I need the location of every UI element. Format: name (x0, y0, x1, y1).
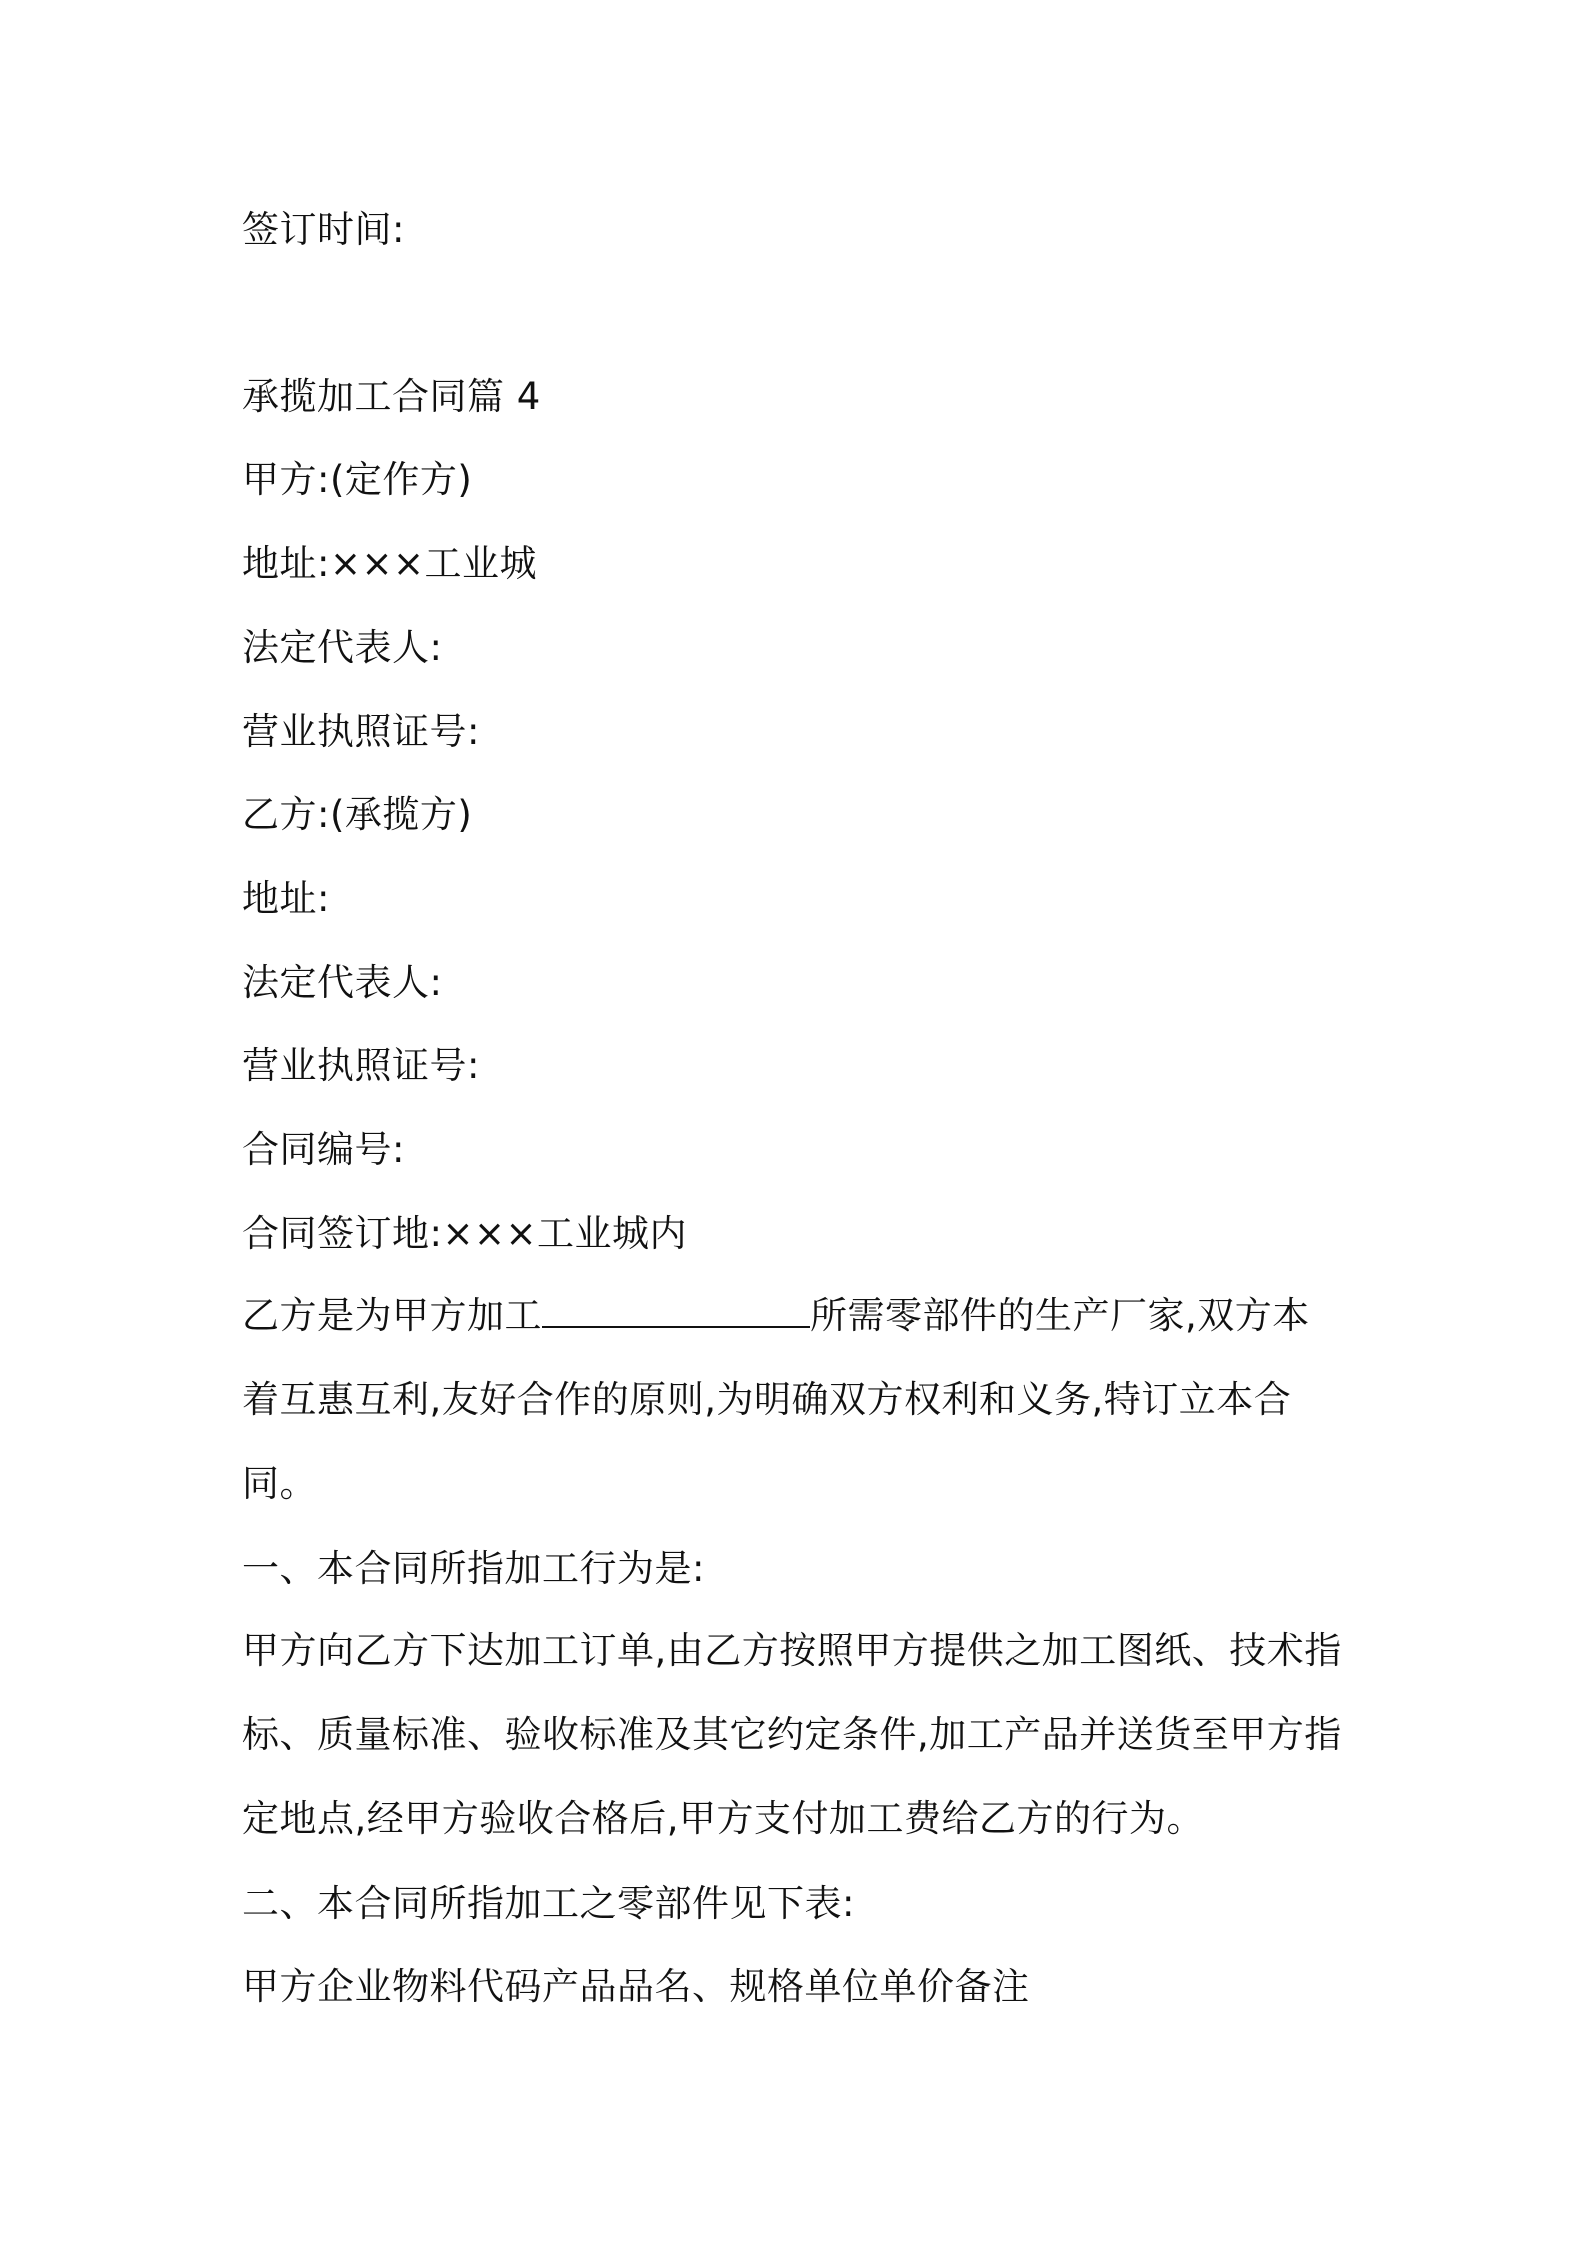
intro-line-3: 同。 (242, 1462, 317, 1505)
signing-time-label: 签订时间: (242, 208, 405, 251)
party-a-label: 甲方:(定作方) (242, 458, 473, 501)
party-a-legal-rep: 法定代表人: (242, 626, 443, 669)
section-1-line-2: 标、质量标准、验收标准及其它约定条件,加工产品并送货至甲方指 (242, 1713, 1342, 1756)
section-1-line-3: 定地点,经甲方验收合格后,甲方支付加工费给乙方的行为。 (242, 1797, 1205, 1840)
intro-line-1-after: 所需零部件的生产厂家,双方本 (810, 1294, 1310, 1337)
contract-number: 合同编号: (242, 1128, 405, 1171)
party-b-license-no: 营业执照证号: (242, 1044, 480, 1087)
fill-in-blank (542, 1296, 810, 1328)
section-1-heading: 一、本合同所指加工行为是: (242, 1547, 705, 1590)
signing-place: 合同签订地:×××工业城内 (242, 1212, 687, 1255)
parts-table-header: 甲方企业物料代码产品品名、规格单位单价备注 (242, 1965, 1030, 2008)
section-1-line-1: 甲方向乙方下达加工订单,由乙方按照甲方提供之加工图纸、技术指 (242, 1629, 1342, 1672)
party-b-legal-rep: 法定代表人: (242, 961, 443, 1004)
intro-line-1-before: 乙方是为甲方加工 (242, 1294, 542, 1337)
section-2-heading: 二、本合同所指加工之零部件见下表: (242, 1882, 855, 1925)
section-1-paragraph (242, 1609, 1352, 1861)
intro-line-1 (242, 1274, 1352, 1358)
intro-line-2: 着互惠互利,友好合作的原则,为明确双方权利和义务,特订立本合 (242, 1378, 1292, 1421)
intro-paragraph (242, 1274, 1352, 1526)
party-b-label: 乙方:(承揽方) (242, 793, 473, 836)
document-title: 承揽加工合同篇 4 (242, 375, 541, 418)
party-b-address: 地址: (242, 877, 330, 920)
party-a-address: 地址:×××工业城 (242, 542, 537, 585)
party-a-license-no: 营业执照证号: (242, 710, 480, 753)
